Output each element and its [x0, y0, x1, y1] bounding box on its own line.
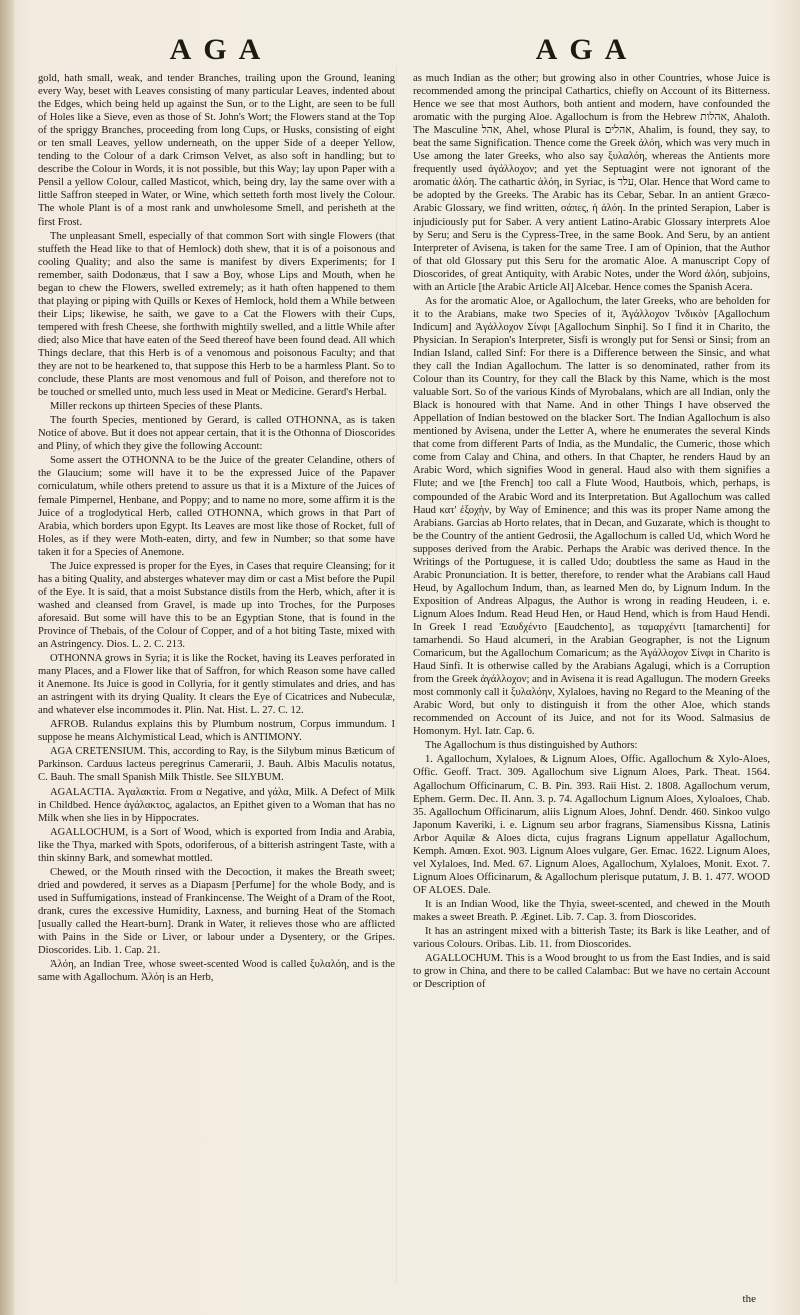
text-columns — [38, 72, 770, 992]
paragraph: The fourth Species, mentioned by Gerard, is called OTHONNA, as is taken Notice of above. But it does not appear certain, that it is the Othonna of Dioscorides and Pliny, of which they give the following Account: — [38, 415, 395, 453]
paragraph: The unpleasant Smell, especially of that common Sort with single Flowers (that stuffeth the Head like to that of Hemlock) doth shew, that it is of a poisonous and cooling Quality; and also the same is manifest by divers Experiments; for I remember, saith Dodonæus, that I saw a Boy, whose Lips and Mouth, when he began to chew the Flowers, swelled extremely; as it hath often happened to them that playing or piping with Quills or Kexes of Hemlock, hold them a While between their Lips; likewise, he saith, we gave to a Cat the Flowers with their Cups, tempered with fresh Cheese, she forthwith mightily swelled, and a little While after died; also Mice that have eaten of the Seed thereof have been found dead. All which Things declare, that this Herb is of a venomous and poisonous Faculty; and that they are not to be hearkened to, that suppose this Herb to be a harmless Plant. So to conclude, these Plants are most venomous and full of Poison, and therefore not to be touched or smelled unto, much less used in Meat or Medicine. Gerard's Herbal. — [38, 230, 395, 399]
catchword: the — [742, 1293, 756, 1305]
paragraph: AGALLOCHUM. This is a Wood brought to us from the East Indies, and is said to grow in China, and there to be called Calambac: But we have no certain Account or Description of — [413, 953, 770, 991]
paragraph: Chewed, or the Mouth rinsed with the Decoction, it makes the Breath sweet; dried and powdered, it serves as a Diapasm [Perfume] for the whole Body, and is used in Suffumigations, instead of Frankincense. The Weight of a Dram of the Root, drank, cures the excessive Humidity, Laxness, and burning Heat of the Stomach [usually called the Heart-burn]. Drank in Water, it relieves those who are afflicted with Pains in the Side or Liver, or labour under a Dysentery, or the Gripes. Dioscorides. Lib. 1. Cap. 21. — [38, 866, 395, 957]
paragraph: The Agallochum is thus distinguished by Authors: — [425, 740, 638, 752]
paragraph: AGALACTIA. Ἀγαλακτία. From α Negative, and γάλα, Milk. A Defect of Milk in Childbed. Hence ἀγάλακτος, agalactos, an Epithet given to a Woman that has no Milk when she lies in by Hippocrates. — [38, 786, 395, 824]
paragraph: as much Indian as the other; but growing also in other Countries, whose Juice is recommended among the principal Cathartics, chiefly on Account of its Bitterness. Hence we see that most Authors, both antient and modern, have confounded the aromatic with the purging Aloe. Agallochum is from the Hebrew אהלות, Ahaloth. The Masculine אהל, Ahel, whose Plural is אהלים, Ahalim, is found, they say, to beat the same Signification. Thence come the Greek ἀλόη, which was very much in Use among the later Greeks, who also say ξυλαλόη, whereas the Antients more frequently used ἀγάλλοχον; and yet the Septuagint were not ignorant of the aromatic ἀλόη. The cathartic ἀλόη, in Syriac, is עלר, Olar. Hence that Word came to be adopted by the Greeks. The Arabic has its Cebar, Sebar. In an antient Græco-Arabic Glossary, we find written, σάπες, ἡ ἀλόη. In the printed Serapion, Laber is injudiciously put for Saber. A very antient Latino-Arabic Glossary interprets Aloe by Seru; and Seru is the Cypress-Tree, in the same Book. And Seru, by an antient Interpreter of Avisena, is taken for the same Tree. I am of Opinion, that the Author of that old Glossary put this Seru for the aromatic Aloe. A manuscript Copy of Dioscorides, of great Antiquity, with Arabic Notes, under the Word ἀλόη, subjoins, with an Article [the Arabic Article Al] Alcebar. Hence comes the Spanish Acera. — [413, 73, 770, 293]
paragraph: As for the aromatic Aloe, or Agallochum, the later Greeks, who are beholden for it to the Arabians, make two Species of it, Ἀγάλλοχον Ἰνδικὸν [Agallochum Indicum] and Ἀγάλλοχον Σίνφι [Agallochum Sinphi]. So I find it in Charito, the Physician. In Serapion's Interpreter, Sisfi is wrongly put for Sensi or Sinsi; from an Indian Island, called Sinf: For there is a Difference between the Sinsic, and what they call the Indian Agallochum. The latter is so denominated, rather from its Colour than its Country, for they call the Black by this Name, which is the most valuable Sort. So of the various Kinds of Myrobalans, which are all Indian, only the Black is honoured with that Name. And in other Things I have observed the Appellation of Indian bestowed on the blacker Sort. The Indian Agallochum is also mentioned by Avisena, under the Letter A, where he enumerates the several Kinds that come from different Parts of India, as the Mundalic, the Cumeric, those which come from Calay and China, and others. In that Chapter, he renders Haud by an Arabic Word, which signifies Wood in general. Haud also with them signifies a Flute; and we [the French] too call a Flute Wood, Hautbois, which, perhaps, is compounded of the Arabic Word and its Interpretation. But Agallochum was called Haud κατ' ἐξοχὴν, by Way of Eminence; and this was its proper Name among the Arabians. Garcias ab Horto relates, that in Decan, and Guzarate, which is thought to be the Country of the antient Gedrosii, the Agallochum is called Ud, which Word he supposes derived from the Arabic. Perhaps the Arabic was derived thence. In the Writings of the Portuguese, it is called Udo; doubtless the same as Haud in the Arabic Pronunciation. It is better, therefore, to render what the Arabians call Haud Heud, by Agallochum Indum, than, as learned Men do, by Lignum Indum. In the Exposition of Andreas Alpagus, the Author is wrong in reading Heudeen, i. e. Lignum Aloes Indum. Read Heud Hen, or Haud Hend, which is from Haud Hendi. In Greek I read Ἑαυδχέντο [Eaudchento], as ταμαρχέντι [tamarchenti] for tamarhendi. So Haud alcumeri, in the Arabian Geographer, is not the Lignum Comaricum, but the Agallochum Comaricum; as the Ἀγάλλοχον Σίνφι in Charito is Haud Sinfi. It is otherwise called by the Arabians Agalugi, which is a Corruption from the Greek ἀγάλλοχον; and in Avisena it is read Agallugun. The modern Greeks most commonly call it ξυλαλόην, Xylaloes, having no Regard to the Meaning of the Arabic Word, but only to distinguish it from the other Aloe, which stands recommended on Account of its Juice, and not for its Wood. Salmasius de Homonym. Hyl. Iatr. Cap. 6. — [413, 295, 770, 738]
paragraph: Some assert the OTHONNA to be the Juice of the greater Celandine, others of the Glaucium; some will have it to be the expressed Juice of the Papaver corniculatum, while others pretend to assure us that it is a Mixture of the Juices of female Pimpernel, Henbane, and Poppy; and to name no more, some affirm it is the Juice of a troglodytical Herb, called OTHONNA, which grows in that Part of Arabia, which borders upon Egypt. Its Leaves are most like those of Rocket, full of Holes, as if they were Moth-eaten, dirty, and few in Number; so that some have taken it for a Species of Anemone. — [38, 455, 395, 558]
running-head-right: AGA — [535, 33, 639, 66]
paragraph: Miller reckons up thirteen Species of these Plants. — [50, 401, 263, 413]
paragraph: OTHONNA grows in Syria; it is like the Rocket, having its Leaves perforated in many Places, and a Flower like that of Saffron, for which Reason some have called it Anemone. Its Juice is good in Collyria, for it gently stimulates and dries, and has an astringent with its drying Quality. It clears the Eye of Cicatrices and Nubeculæ, and whatever else incommodes it. Plin. Nat. Hist. L. 27. C. 12. — [38, 653, 395, 717]
running-header — [38, 28, 770, 68]
right-column — [413, 72, 770, 992]
running-head-left: AGA — [169, 33, 273, 66]
paragraph: 1. Agallochum, Xylaloes, & Lignum Aloes, Offic. Agallochum & Xylo-Aloes, Offic. Geoff. Tract. 309. Agallochum sive Lignum Aloes, Park. Theat. 1564. Agallochum Officinarum, C. B. Pin. 393. Raii Hist. 2. 1808. Agallochum verum, Ephem. Germ. Dec. II. Ann. 3. p. 74. Agallochum Lignum Aloes, Xyloaloes, Chab. 35. Agallochum Officinarum, aliis Lignum Aloes, Johnf. Dendr. 460. Sinkoo vulgo Japonum Kaveriki, i. e. Lignum seu arbor fragrans, Siamensibus Kissna, Latinis Arbor Aquilæ & Aloes dicta, cujus fragrans Lignum appellatur Agallochum, Kemph. Amœn. Exot. 903. Lignum Aloes vulgare, Ger. Emac. 1622. Lignum Aloes, vel Xylaloes, Ind. Med. 67. Lignum Aloes, Agallochum, Xylaloes, Monit. Exot. 7. Lignum Aloes Officinarum, & Agallochum plerisque putatum, J. B. 1. 477. WOOD OF ALOES. Dale. — [413, 754, 770, 896]
page-binding-shadow — [0, 0, 14, 1315]
paragraph: AFROB. Rulandus explains this by Plumbum nostrum, Corpus immundum. I suppose he means Alchymistical Lead, which is ANTIMONY. — [38, 719, 395, 744]
paragraph: It has an astringent mixed with a bitterish Taste; its Bark is like Leather, and of various Colours. Oribas. Lib. 11. from Dioscorides. — [413, 926, 770, 951]
paragraph: AGA CRETENSIUM. This, according to Ray, is the Silybum minus Bæticum of Parkinson. Carduus lacteus peregrinus Camerarii, J. Bauh. Albis Maculis notatus, C. Bauh. The small Spanish Milk Thistle. See SILYBUM. — [38, 746, 395, 784]
paragraph: The Juice expressed is proper for the Eyes, in Cases that require Cleansing; for it has a biting Quality, and absterges whatever may dim or cast a Mist before the Pupil of the Eye. It is said, that a moist Substance distils from the Herb, which, after it is washed and cleansed from Gravel, is made up into Troches, for the Purposes aforesaid. But some will have this to be an Egyptian Stone, that is found in the Province of Thebais, of the Colour of Copper, and of a hot biting Taste, mixed with an Astringency. Dios. L. 2. C. 213. — [38, 560, 395, 651]
paragraph: It is an Indian Wood, like the Thyia, sweet-scented, and chewed in the Mouth makes a sweet Breath. P. Æginet. Lib. 7. Cap. 3. from Dioscorides. — [413, 898, 770, 923]
column-gutter — [396, 66, 397, 1285]
paragraph: AGALLOCHUM, is a Sort of Wood, which is exported from India and Arabia, like the Thya, marked with Spots, odoriferous, of a bitterish astringent Taste, with a thin skinny Bark, and somewhat mottled. — [38, 826, 395, 864]
left-column — [38, 72, 395, 992]
paragraph: gold, hath small, weak, and tender Branches, trailing upon the Ground, leaning every Way, beset with Leaves consisting of many particular Leaves, indented about the Edges, which being held up against the Sun, or to the Light, are seen to be full of Holes like a Sieve, even as those of St. John's Wort; the Flowers stand at the Top of the spriggy Branches, proceeding from long Cups, or Husks, consisting of eight or ten small Leaves, yellow underneath, on the upper Side of a deeper Yellow, tending to the Colour of a dark Crimson Velvet, as also soft in handling; but to describe the Colour in Words, it is not possible, but this Way; lay upon Paper with a Pensil a yellow Colour, called Masticot, which, being dry, lay the same over with a little Saffron steeped in Water, or Wine, which setteth forth most lively the Colour. The whole Plant is of a most rank and unwholesome Smell, and perisheth at the first Frost. — [38, 73, 395, 228]
paragraph: Ἀλόη, an Indian Tree, whose sweet-scented Wood is called ξυλαλόη, and is the same with Agallochum. Ἀλόη is an Herb, — [38, 959, 395, 984]
